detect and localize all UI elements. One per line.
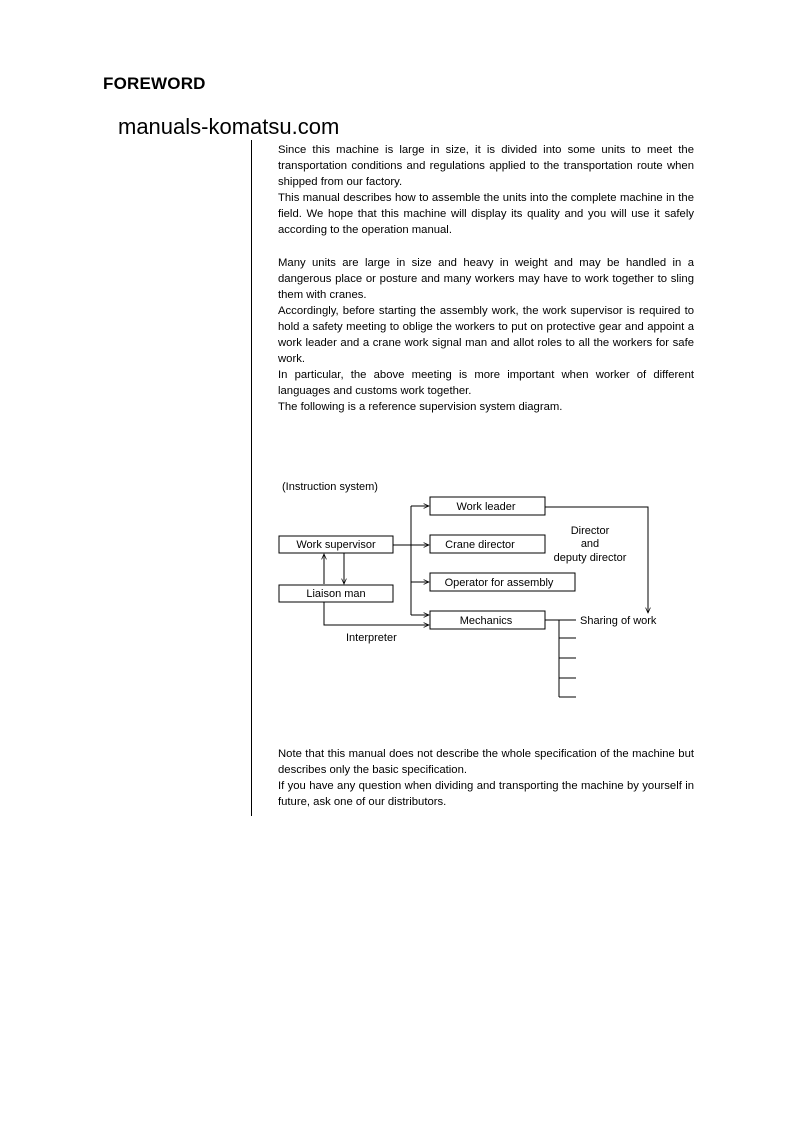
paragraph: This manual describes how to assemble the units into the complete machine in the field. We hope that this machine will display its quality and you will use it safely according to the operation manual. (278, 192, 694, 236)
director-label-2: and (580, 538, 600, 550)
operator-label: Operator for assembly (444, 577, 554, 589)
director-label-1: Director (570, 525, 610, 537)
director-label-3: deputy director (553, 552, 627, 564)
interpreter-label: Interpreter (346, 632, 397, 644)
sharing-label: Sharing of work (580, 615, 657, 627)
watermark-text: manuals-komatsu.com (118, 114, 340, 139)
closing-section (278, 746, 694, 810)
paragraph: In particular, the above meeting is more important when worker of different languages and customs work together. (278, 369, 694, 397)
arrow-interpreter-to-mechanics (324, 602, 429, 625)
liaison-man-label: Liaison man (306, 588, 366, 600)
paragraph: Since this machine is large in size, it is divided into some units to meet the transportation conditions and regulations applied to the transportation route when shipped from our factory. (278, 144, 694, 188)
paragraph: Accordingly, before starting the assembly work, the work supervisor is required to hold a safety meeting to oblige the workers to put on protective gear and appoint a work leader and a crane work signal man and allot roles to all the workers for safe work. (278, 305, 694, 365)
mechanics-label: Mechanics (459, 615, 513, 627)
page-heading: FOREWORD (103, 74, 206, 93)
crane-director-label: Crane director (445, 539, 515, 551)
work-leader-label: Work leader (456, 501, 516, 513)
paragraph: If you have any question when dividing and transporting the machine by yourself in future, ask one of our distributors. (278, 780, 694, 808)
work-supervisor-label: Work supervisor (296, 539, 376, 551)
diagram-caption: (Instruction system) (282, 481, 378, 493)
paragraph: Note that this manual does not describe the whole specification of the machine but describes only the basic specification. (278, 748, 694, 776)
paragraph: The following is a reference supervision system diagram. (278, 401, 563, 413)
paragraph: Many units are large in size and heavy in weight and may be handled in a dangerous place or posture and many workers may have to work together to sling them with cranes. (278, 257, 694, 301)
